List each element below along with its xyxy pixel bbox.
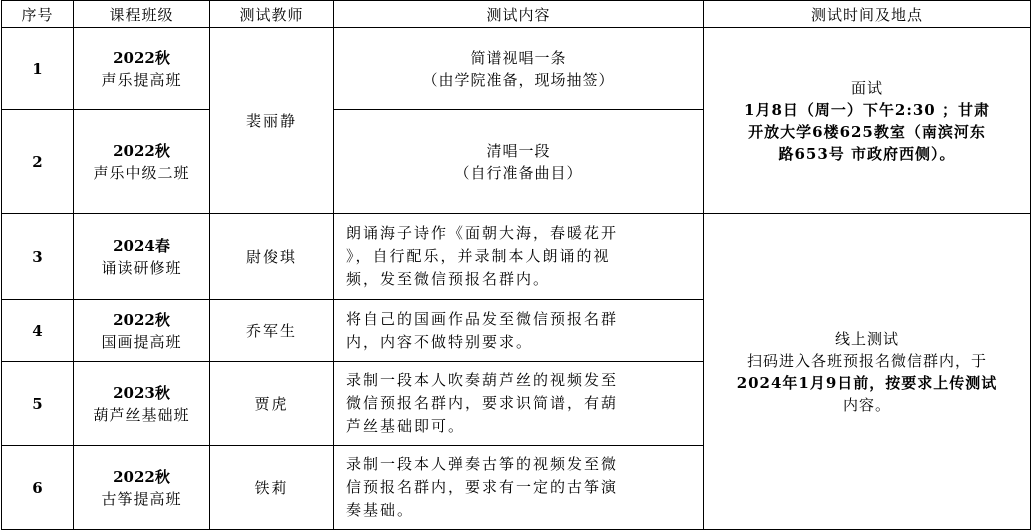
content-line: 》，自行配乐，并录制本人朗诵的视 [346,247,611,265]
course-year: 2022秋 [113,141,170,160]
course-name: 声乐中级二班 [93,163,190,182]
row-content [334,110,704,214]
table-header-row [2,1,1031,28]
content-line: 将自己的国画作品发至微信预报名群 [346,309,619,328]
content-line: 频，发至微信预报名群内。 [346,270,551,288]
content-line: 信预报名群内，要求有一定的古筝演 [346,478,619,496]
header-teacher: 测试教师 [210,1,334,28]
row-course [74,110,210,214]
timeplace-line: 2024年1月9日前，按要求上传测试 [736,373,998,392]
timeplace-line: 扫码进入各班预报名微信群内，于 [746,351,987,370]
table-row [2,214,1031,300]
timeplace-line: 开放大学6楼625教室（南滨河东 [748,122,986,141]
content-line: 录制一段本人吹奏葫芦丝的视频发至 [346,371,619,389]
timeplace-online [704,214,1031,530]
course-year: 2023秋 [113,383,170,402]
row-seq: 4 [2,300,74,362]
header-timeplace: 测试时间及地点 [704,1,1031,28]
row-course [74,28,210,110]
header-course: 课程班级 [74,1,210,28]
content-line: 奏基础。 [346,501,415,519]
content-line: （自行准备曲目） [454,163,583,182]
row-content [334,28,704,110]
row-course [74,446,210,530]
course-name: 葫芦丝基础班 [93,405,190,424]
timeplace-offline [704,28,1031,214]
test-schedule-table [1,0,1031,530]
timeplace-line: 路653号 市政府西侧）。 [778,144,956,163]
row-course [74,362,210,446]
timeplace-line: 1月8日（周一）下午2:30 ；甘肃 [744,100,990,119]
content-line: 芦丝基础即可。 [346,417,466,435]
table-row [2,28,1031,110]
row-teacher: 贾虎 [210,362,334,446]
content-line: 微信预报名群内，要求识简谱，有葫 [346,394,619,412]
row-teacher: 铁莉 [210,446,334,530]
content-line: 录制一段本人弹奏古筝的视频发至微 [346,455,619,473]
row-course [74,300,210,362]
row-content [334,446,704,530]
row-seq: 2 [2,110,74,214]
content-line: 朗诵海子诗作《面朝大海，春暖花开 [346,224,619,242]
timeplace-mode: 线上测试 [834,329,899,348]
row-course [74,214,210,300]
content-line: （由学院准备，现场抽签） [422,70,615,89]
row-seq: 1 [2,28,74,110]
row-seq: 6 [2,446,74,530]
course-year: 2022秋 [113,310,170,329]
course-name: 诵读研修班 [101,258,182,277]
content-line: 清唱一段 [486,141,551,160]
course-year: 2022秋 [113,48,170,67]
header-seq: 序号 [2,1,74,28]
row-content [334,214,704,300]
timeplace-line: 内容。 [842,395,891,414]
row-teacher: 裴丽静 [210,28,334,214]
row-teacher: 乔军生 [210,300,334,362]
content-line: 内，内容不做特别要求。 [346,332,534,351]
row-content [334,362,704,446]
course-year: 2022秋 [113,467,170,486]
row-seq: 3 [2,214,74,300]
course-year: 2024春 [113,236,170,255]
course-name: 古筝提高班 [101,489,182,508]
course-name: 国画提高班 [101,332,182,351]
row-content [334,300,704,362]
course-name: 声乐提高班 [101,70,182,89]
content-line: 简谱视唱一条 [470,48,567,67]
header-content: 测试内容 [334,1,704,28]
timeplace-mode: 面试 [850,78,883,97]
row-seq: 5 [2,362,74,446]
row-teacher: 尉俊琪 [210,214,334,300]
